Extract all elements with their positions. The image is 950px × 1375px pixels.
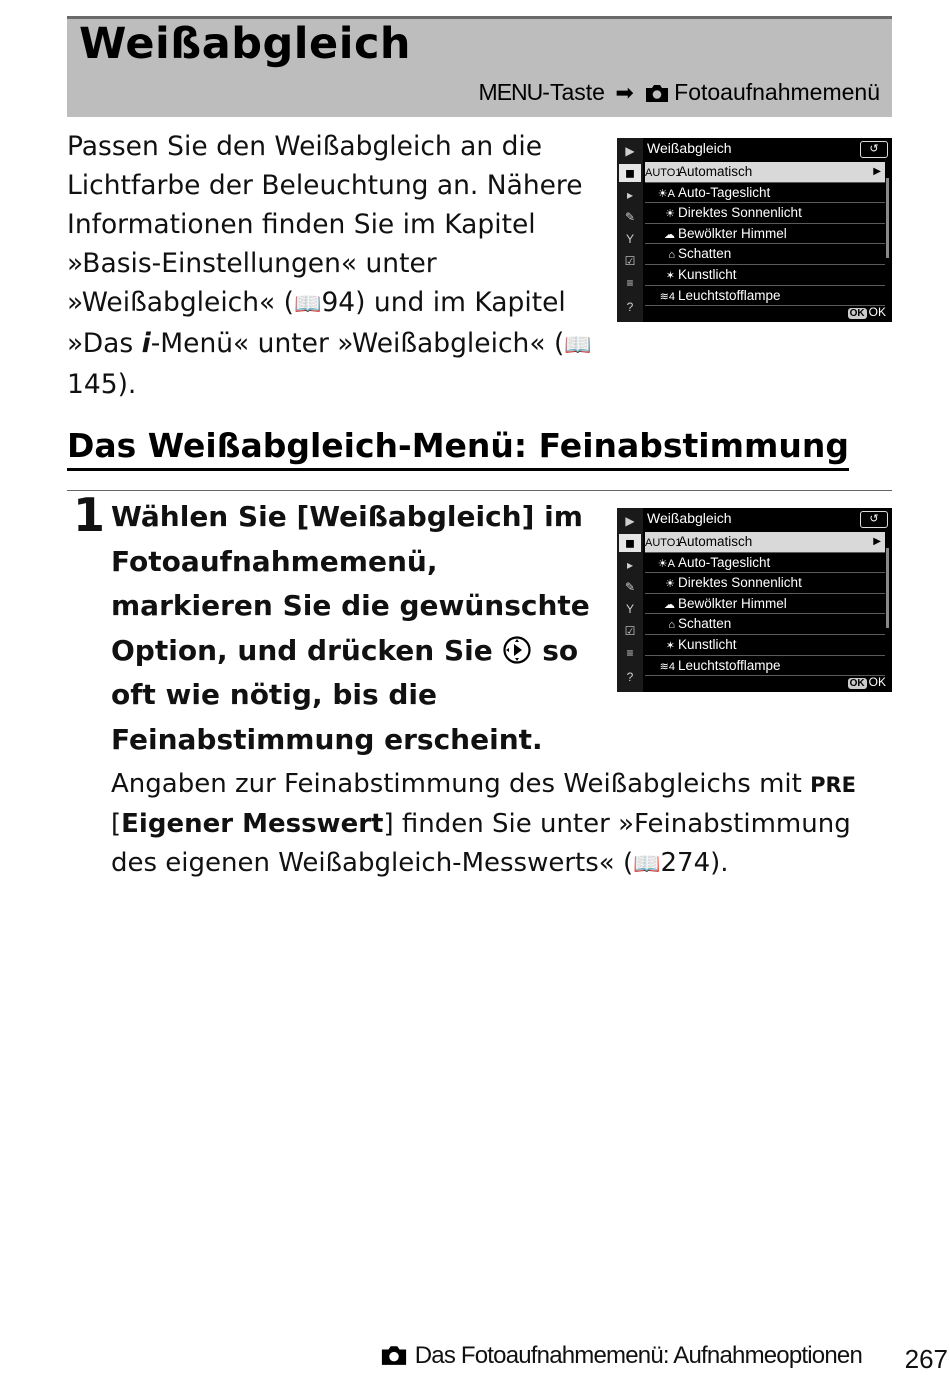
fluorescent-icon: ≋4 — [659, 660, 675, 673]
desc-text-3: ] finden Sie unter »Feinabstimmung des eigenen Weißabgleich-Messwerts« ( — [111, 809, 851, 878]
ok-hint — [848, 305, 886, 319]
cloud-icon: ☁ — [664, 598, 675, 611]
menu-key-suffix: -Taste — [542, 79, 605, 105]
item-label: Bewölkter Himmel — [678, 595, 787, 611]
book-icon: 📖 — [294, 292, 322, 317]
list-item[interactable] — [645, 286, 885, 307]
menu-target: Fotoaufnahmemenü — [674, 79, 880, 105]
retouch-icon: ☑ — [624, 624, 636, 638]
my-menu-icon: ≡ — [626, 276, 634, 290]
desc-bold: Eigener Messwert — [121, 809, 384, 839]
incandescent-icon: ✶ — [665, 269, 675, 282]
list-item[interactable] — [645, 614, 885, 635]
list-item[interactable] — [645, 265, 885, 286]
wb-auto-daylight-icon: ☀A — [657, 187, 675, 200]
intro-paragraph — [67, 127, 597, 404]
desc-text-1: Angaben zur Feinabstimmung des Weißabgleichs mit — [111, 769, 811, 799]
i-menu-icon: i — [141, 328, 151, 359]
wrench-icon: Y — [625, 232, 634, 246]
wb-auto-daylight-icon: ☀A — [657, 557, 675, 570]
divider — [67, 490, 892, 491]
list-item[interactable] — [645, 656, 885, 677]
item-label: Leuchtstofflampe — [678, 287, 781, 303]
list-item[interactable] — [645, 224, 885, 245]
page-ref-link[interactable]: 94 — [321, 287, 356, 318]
wb-auto-icon: AUTO1 — [645, 167, 682, 179]
pre-badge: PRE — [810, 773, 857, 797]
screen-title: Weißabgleich — [647, 510, 732, 526]
intro-text-2: ) und im Kapitel »Das — [67, 287, 566, 359]
back-icon[interactable]: ↺ — [860, 141, 888, 158]
list-item[interactable] — [645, 553, 885, 574]
menu-sidebar — [617, 138, 643, 322]
list-item[interactable] — [645, 183, 885, 204]
chapter-title: Das Fotoaufnahmemenü: Aufnahmeoptionen — [414, 1342, 862, 1369]
item-label: Auto-Tageslicht — [678, 554, 771, 570]
list-item[interactable] — [645, 162, 885, 183]
list-item[interactable] — [645, 203, 885, 224]
header-bar — [67, 16, 892, 117]
step-description — [111, 765, 901, 884]
item-label: Automatisch — [678, 534, 753, 549]
footer — [0, 1338, 950, 1373]
playback-icon: ▶ — [625, 144, 635, 158]
retouch-icon: ☑ — [624, 254, 636, 268]
step-instruction — [111, 495, 591, 762]
chevron-right-icon: ▶ — [873, 536, 881, 547]
footer-chapter — [379, 1342, 862, 1370]
item-label: Schatten — [678, 246, 732, 262]
camera-menu-screen — [617, 508, 892, 692]
ok-hint — [848, 675, 886, 689]
arrow-right-icon: ➡ — [615, 80, 634, 105]
sun-icon: ☀ — [665, 578, 675, 591]
item-label: Kunstlicht — [678, 266, 737, 282]
pencil-icon: ✎ — [624, 210, 636, 224]
camera-icon: ◼ — [619, 534, 641, 552]
menu-key: MENU — [478, 79, 543, 105]
item-label: Direktes Sonnenlicht — [678, 205, 802, 221]
desc-text-2: [ — [111, 809, 122, 839]
desc-text-4: ). — [710, 848, 729, 878]
list-item[interactable] — [645, 532, 885, 553]
page-title: Weißabgleich — [79, 19, 412, 69]
camera-icon — [379, 1342, 409, 1369]
ok-key-icon: OK — [849, 678, 865, 689]
book-icon: 📖 — [564, 333, 592, 358]
fluorescent-icon: ≋4 — [659, 290, 675, 303]
multi-selector-right-icon — [502, 634, 532, 667]
item-label: Auto-Tageslicht — [678, 184, 771, 200]
item-label: Direktes Sonnenlicht — [678, 575, 802, 591]
intro-text-3: -Menü« unter »Weißabgleich« ( — [150, 328, 565, 359]
scrollbar — [886, 178, 889, 258]
item-label: Leuchtstofflampe — [678, 657, 781, 673]
item-label: Automatisch — [678, 164, 753, 179]
page-ref-link[interactable]: 274 — [660, 848, 711, 878]
shade-icon: ⌂ — [668, 249, 675, 262]
intro-text-1: Passen Sie den Weißabgleich an die Lichtfarbe der Beleuchtung an. Nähere Informationen finden Sie im Kapitel »Basis-Einstellungen« unter »Weißabgleich« ( — [67, 131, 583, 318]
list-item[interactable] — [645, 573, 885, 594]
menu-path — [479, 79, 880, 109]
movie-icon: ▸ — [626, 188, 634, 202]
list-item[interactable] — [645, 244, 885, 265]
camera-icon: ◼ — [619, 164, 641, 182]
my-menu-icon: ≡ — [626, 646, 634, 660]
menu-sidebar — [617, 508, 643, 692]
list-item[interactable] — [645, 594, 885, 615]
incandescent-icon: ✶ — [665, 639, 675, 652]
shade-icon: ⌂ — [668, 619, 675, 632]
list-item[interactable] — [645, 635, 885, 656]
sun-icon: ☀ — [665, 208, 675, 221]
wrench-icon: Y — [625, 602, 634, 616]
playback-icon: ▶ — [625, 514, 635, 528]
ok-label: OK — [868, 305, 886, 319]
menu-list — [645, 162, 885, 306]
cloud-icon: ☁ — [664, 228, 675, 241]
chevron-right-icon: ▶ — [873, 166, 881, 177]
screen-title: Weißabgleich — [647, 140, 732, 156]
wb-auto-icon: AUTO1 — [645, 537, 682, 549]
item-label: Kunstlicht — [678, 636, 737, 652]
help-icon: ? — [626, 300, 634, 314]
section-title: Das Weißabgleich-Menü: Feinabstimmung — [67, 424, 849, 471]
step-number: 1 — [73, 488, 106, 542]
movie-icon: ▸ — [626, 558, 634, 572]
page-number: 267 — [904, 1344, 948, 1374]
help-icon: ? — [626, 670, 634, 684]
step-text-a: Wählen Sie [Weißabgleich] im Fotoaufnahmemenü, markieren Sie die gewünschte Option, und drücken Sie — [111, 500, 590, 667]
item-label: Bewölkter Himmel — [678, 225, 787, 241]
scrollbar — [886, 548, 889, 628]
book-icon: 📖 — [633, 852, 661, 877]
camera-icon — [644, 82, 670, 109]
pencil-icon: ✎ — [624, 580, 636, 594]
back-icon[interactable]: ↺ — [860, 511, 888, 528]
intro-text-4: ). — [117, 369, 137, 400]
step-text-b: so oft wie nötig, bis die Feinabstimmung erscheint. — [111, 633, 579, 756]
ok-label: OK — [868, 675, 886, 689]
ok-key-icon: OK — [849, 308, 865, 319]
menu-list — [645, 532, 885, 676]
item-label: Schatten — [678, 616, 732, 632]
camera-menu-screen — [617, 138, 892, 322]
page-ref-link[interactable]: 145 — [67, 369, 118, 400]
